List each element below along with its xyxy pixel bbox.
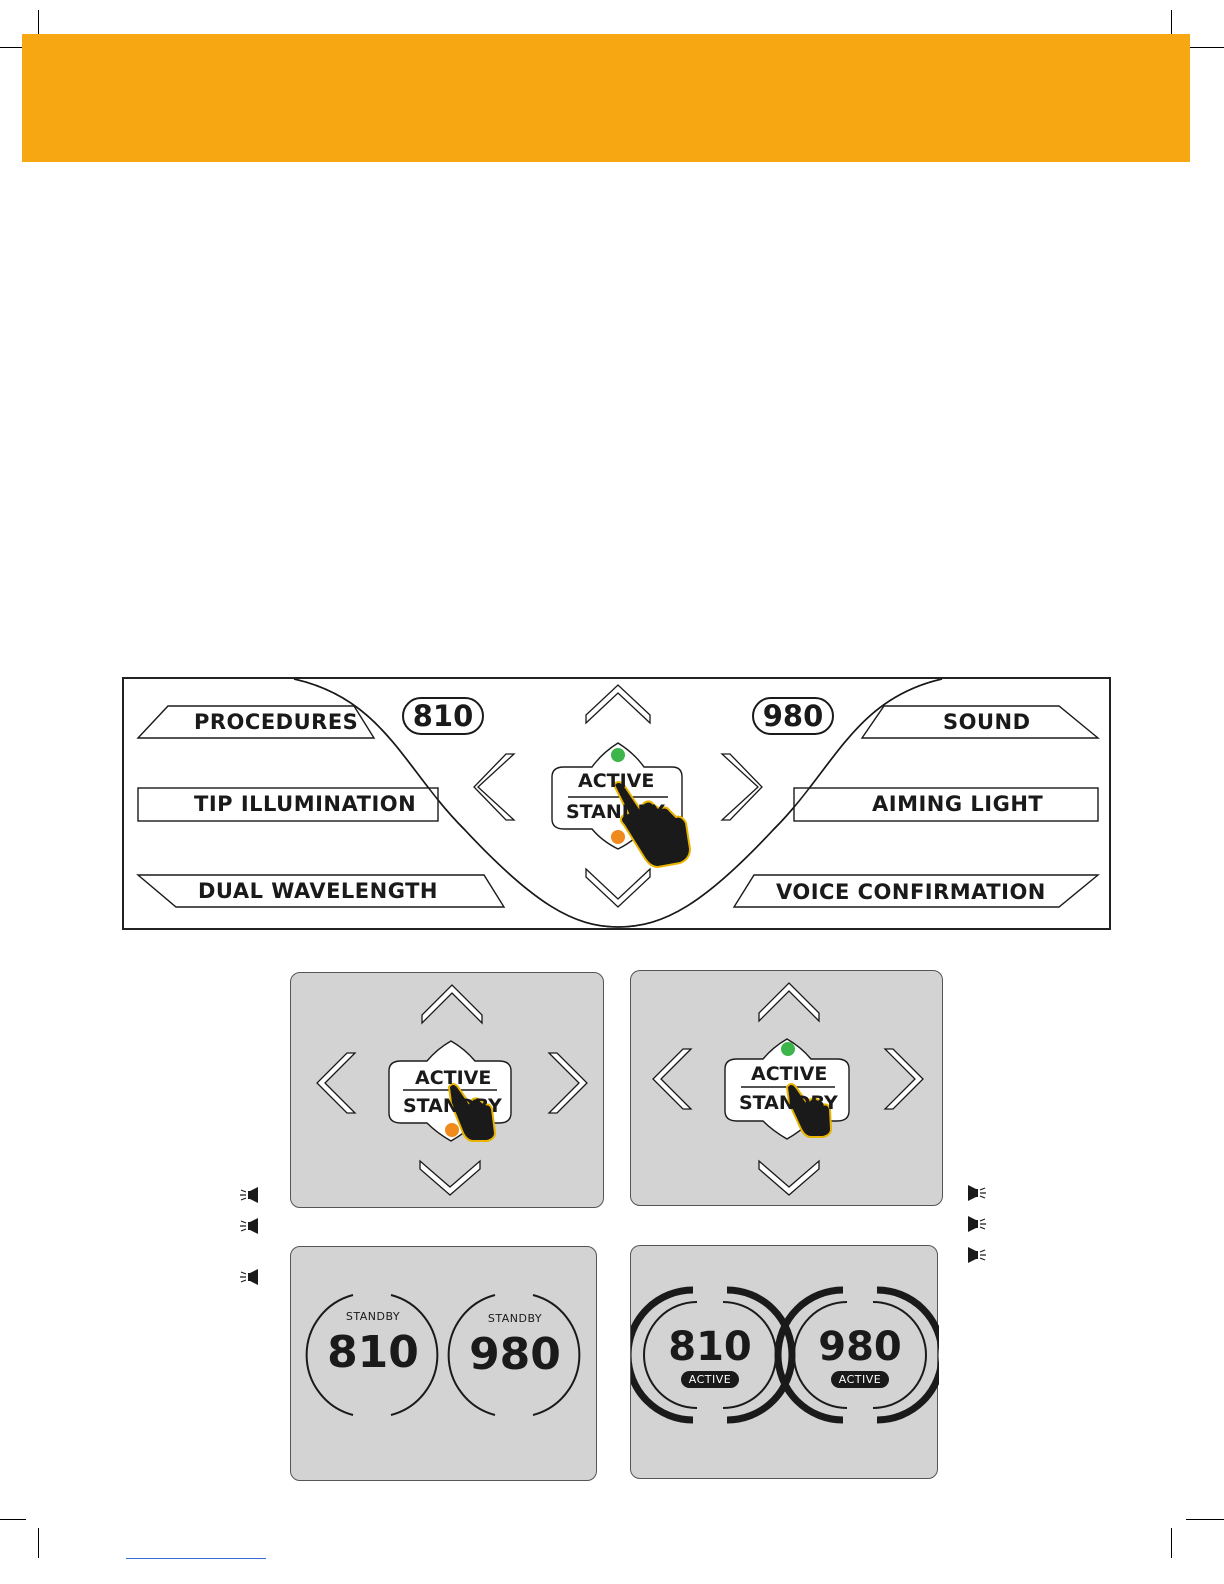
wavelength-810-value: 810 <box>668 1324 752 1370</box>
active-display-screen <box>630 1245 938 1479</box>
led-active <box>781 1042 795 1056</box>
active-badge: ACTIVE <box>831 1371 889 1388</box>
right-arrow <box>549 1053 587 1113</box>
led-active <box>611 748 625 762</box>
crop-mark <box>0 1519 26 1520</box>
standby-button-screen <box>290 972 604 1208</box>
wavelength-980-value: 980 <box>818 1324 902 1370</box>
standby-label[interactable]: STANDBY <box>739 1092 838 1114</box>
wavelength-980-value: 980 <box>469 1329 561 1380</box>
up-arrow <box>586 685 650 723</box>
standby-label[interactable]: STANDBY <box>566 801 665 823</box>
aiming-light-label[interactable]: AIMING LIGHT <box>872 792 1044 816</box>
active-badge: ACTIVE <box>681 1371 739 1388</box>
standby-caption: STANDBY <box>487 1312 543 1325</box>
down-arrow <box>586 869 650 907</box>
control-panel <box>122 677 1111 930</box>
left-arrow <box>474 754 514 820</box>
speaker-icon <box>960 1216 986 1232</box>
tip-illumination-label[interactable]: TIP ILLUMINATION <box>194 792 417 816</box>
dual-wavelength-label[interactable]: DUAL WAVELENGTH <box>198 879 438 903</box>
speaker-icon <box>240 1269 266 1285</box>
crop-mark <box>1171 1528 1172 1558</box>
active-screen-graphics <box>631 971 944 1207</box>
wavelength-810-button[interactable]: 810 <box>402 697 484 735</box>
header-band <box>22 34 1190 162</box>
procedures-label[interactable]: PROCEDURES <box>194 710 359 734</box>
standby-caption: STANDBY <box>345 1310 401 1323</box>
standby-display-screen <box>290 1246 597 1481</box>
speaker-icon <box>240 1187 266 1203</box>
standby-label[interactable]: STANDBY <box>403 1095 502 1117</box>
footer-rule <box>126 1558 266 1559</box>
led-standby <box>445 1123 459 1137</box>
voice-confirmation-label[interactable]: VOICE CONFIRMATION <box>776 880 1046 904</box>
wavelength-980-button[interactable]: 980 <box>752 697 834 735</box>
left-arrow <box>653 1049 691 1109</box>
led-standby <box>611 830 625 844</box>
up-arrow <box>759 983 819 1021</box>
wavelength-810-value: 810 <box>327 1327 419 1378</box>
crop-mark <box>38 1528 39 1558</box>
active-label[interactable]: ACTIVE <box>415 1067 492 1089</box>
crop-mark <box>1186 47 1224 48</box>
up-arrow <box>422 985 482 1023</box>
active-label[interactable]: ACTIVE <box>751 1063 828 1085</box>
standby-screen-graphics <box>291 973 605 1209</box>
down-arrow <box>420 1161 480 1195</box>
speaker-icon <box>960 1185 986 1201</box>
speaker-icon <box>240 1218 266 1234</box>
right-arrow <box>885 1049 923 1109</box>
down-arrow <box>759 1161 819 1195</box>
left-arrow <box>317 1053 355 1113</box>
active-label[interactable]: ACTIVE <box>578 770 655 792</box>
speaker-icon <box>960 1247 986 1263</box>
active-button-screen <box>630 970 943 1206</box>
crop-mark <box>1186 1519 1224 1520</box>
sound-label[interactable]: SOUND <box>943 710 1031 734</box>
right-arrow <box>722 754 762 820</box>
